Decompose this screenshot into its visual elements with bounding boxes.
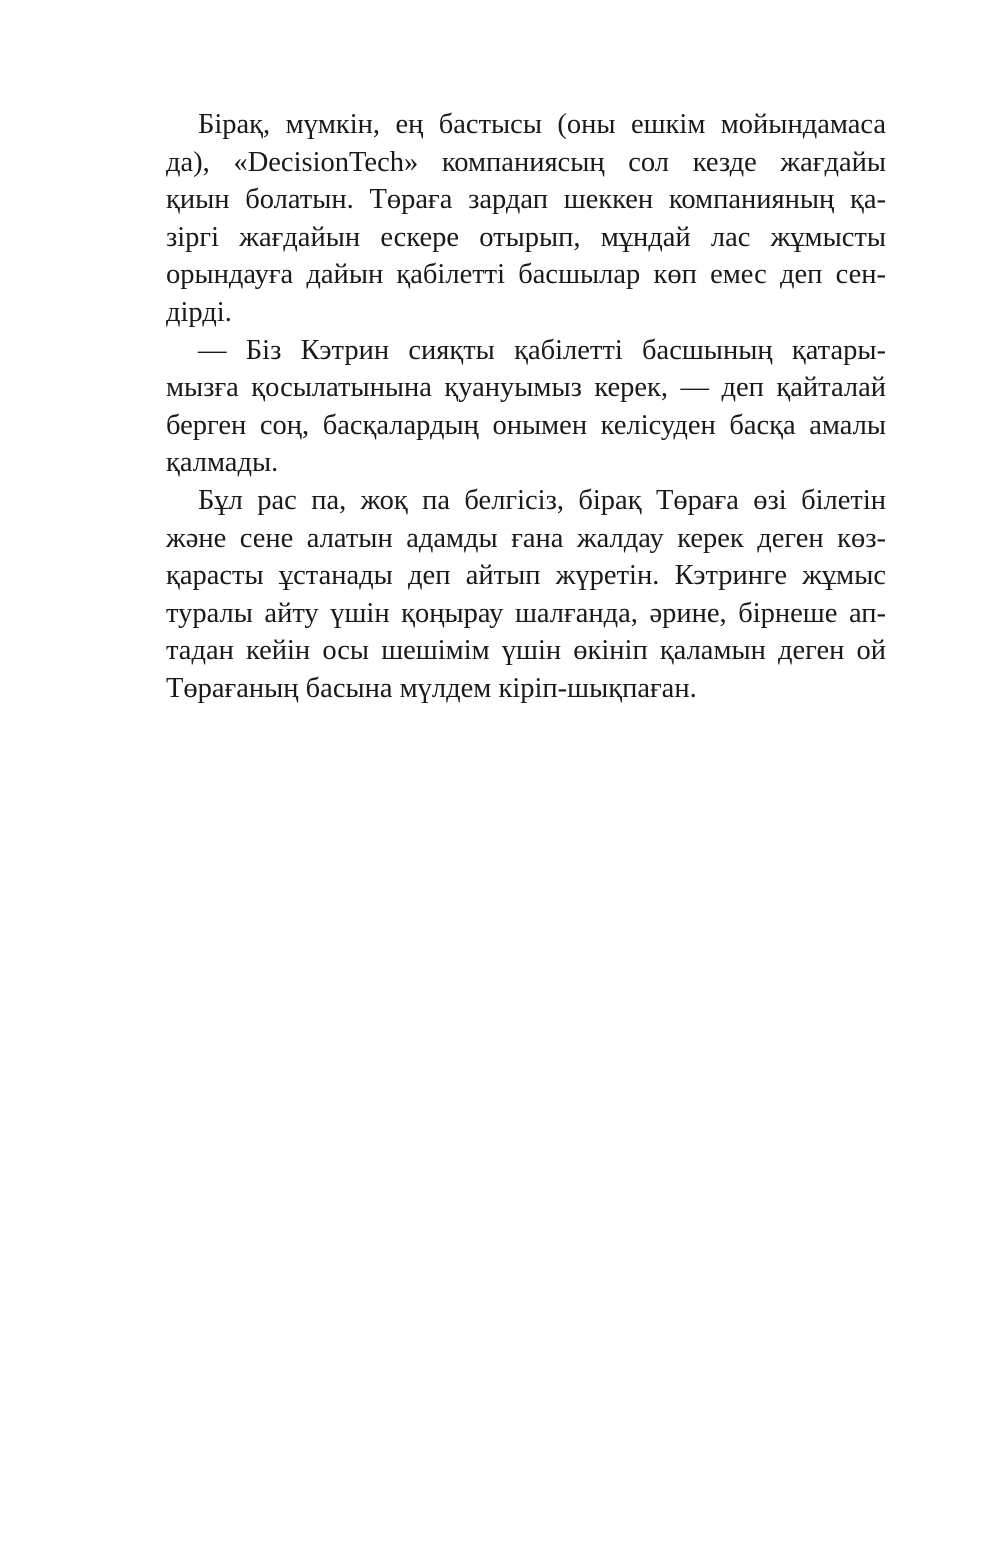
text-line: қарасты ұстанады деп айтып жүретін. Кэтринге жұмыс — [166, 560, 886, 592]
text-line: және сене алатын адамды ғана жалдау керек деген көз- — [166, 522, 886, 554]
text-line: қалмады. — [166, 447, 279, 479]
body-text — [166, 106, 886, 708]
text-line: дірді. — [166, 296, 232, 328]
paragraph-2 — [166, 332, 886, 482]
text-line: тадан кейін осы шешімім үшін өкініп қаламын деген ой — [166, 635, 886, 667]
text-line: Бұл рас па, жоқ па белгісіз, бірақ Төраға өзі білетін — [198, 484, 886, 516]
text-line: туралы айту үшін қоңырау шалғанда, әрине, бірнеше ап- — [166, 597, 886, 629]
paragraph-3 — [166, 482, 886, 708]
text-line: орындауға дайын қабілетті басшылар көп емес деп сен- — [166, 259, 886, 291]
text-line: — Біз Кэтрин сияқты қабілетті басшының қатары- — [198, 334, 886, 366]
text-line: да), «DecisionTech» компаниясың сол кезде жағдайы — [166, 146, 886, 178]
text-line: мызға қосылатынына қуануымыз керек, — деп қайталай — [166, 372, 886, 404]
text-line: зіргі жағдайын ескере отырып, мұндай лас жұмысты — [166, 221, 886, 253]
text-line: Бірақ, мүмкін, ең бастысы (оны ешкім мойындамаса — [198, 109, 886, 140]
text-line: қиын болатын. Төраға зардап шеккен компанияның қа- — [166, 184, 886, 216]
paragraph-1 — [166, 106, 886, 332]
text-line: Төрағаның басына мүлдем кіріп-шықпаған. — [166, 672, 697, 704]
text-line: берген соң, басқалардың онымен келісуден басқа амалы — [166, 409, 886, 441]
